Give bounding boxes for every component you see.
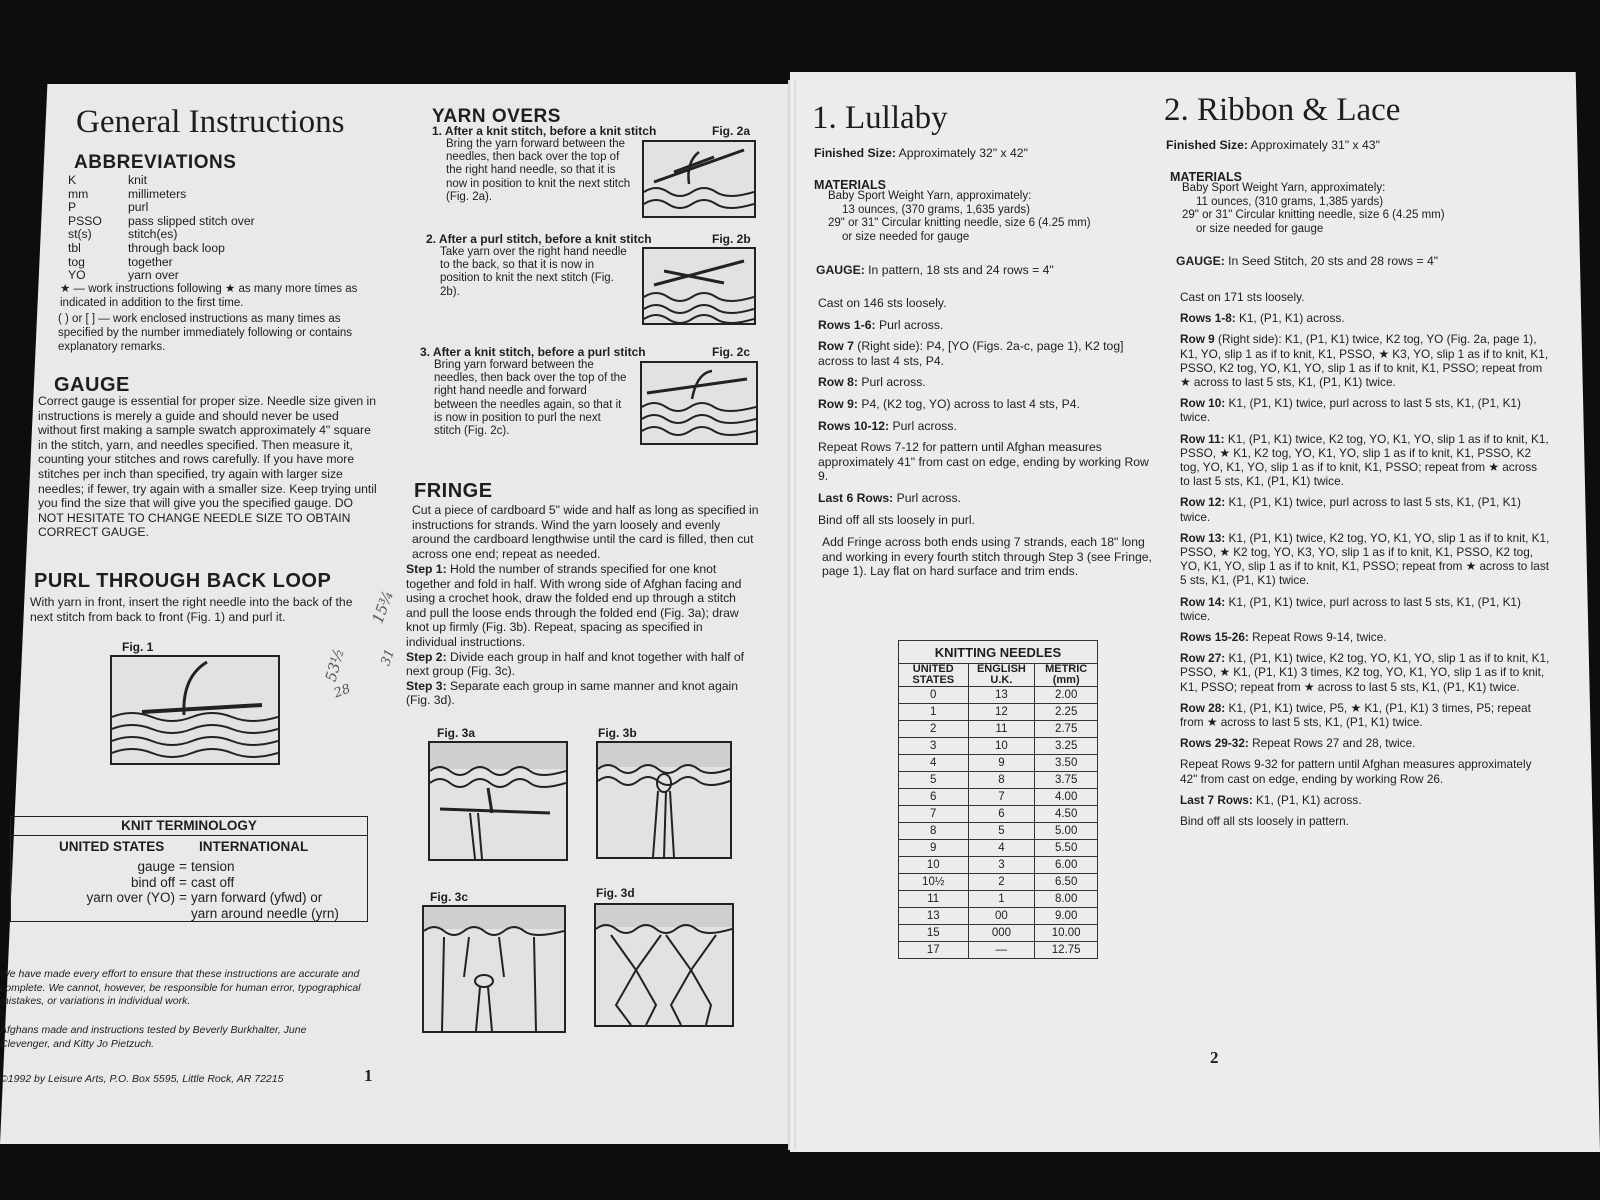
abbreviation-code: st(s) [68, 227, 92, 242]
needle-size-row [899, 687, 1098, 704]
pattern-row-label: Row 11: [1180, 431, 1225, 446]
fig-3a-drawing [430, 743, 566, 859]
knit-terminology-box [10, 816, 368, 922]
abbreviation-code: PSSO [68, 213, 102, 228]
needle-uk-size: 3 [968, 857, 1035, 874]
yarn-over-2-title: 2. After a purl stitch, before a knit stitch [426, 232, 652, 246]
fringe-step-text: Hold the number of strands specified for one knot together and fold in half. With wrong side of Afghan facing and using a crochet hook, draw the folded end up through a stitch and pull the loose ends through the folded end (Fig. 3a); draw knot up firmly (Fig. 3b). Repeat, spacing as specified in individual instructions. [406, 562, 742, 649]
needle-metric-size: 6.00 [1035, 857, 1098, 874]
yarn-over-1-title: 1. After a knit stitch, before a knit stitch [432, 124, 657, 138]
lullaby-gauge-label: GAUGE: [816, 263, 865, 277]
ribbon-finished-value: Approximately 31" x 43" [1250, 138, 1380, 152]
ribbon-material-2: 11 ounces, (310 grams, 1,385 yards) [1196, 195, 1384, 208]
general-instructions-title: General Instructions [76, 104, 345, 140]
terminology-intl: cast off [191, 874, 235, 890]
pattern-row-text: Cast on 146 sts loosely. [818, 296, 947, 310]
abbreviation-meaning: millimeters [128, 186, 187, 201]
ribbon-lace-title: 2. Ribbon & Lace [1164, 92, 1401, 128]
abbreviation-code: YO [68, 268, 86, 283]
lullaby-material-2: 13 ounces, (370 grams, 1,635 yards) [842, 203, 1030, 216]
terminology-col-intl: INTERNATIONAL [199, 839, 309, 854]
needle-size-row [899, 738, 1098, 755]
pattern-row [1180, 757, 1550, 785]
tested-by-text: Afghans made and instructions tested by Beverly Burkhalter, June Clevenger, and Kitty Jo Pietzuch. [0, 1024, 307, 1050]
needle-size-row [899, 721, 1098, 738]
pattern-row-text: K1, (P1, K1) twice, K2 tog, YO, K1, YO, slip 1 as if to knit, K1, PSSO, ★ K2 tog, YO, K3, YO, slip 1 as if to knit, K1, PSSO, K2 tog, YO, K1, YO, slip 1 as if to knit, K1, PSSO; repeat from ★ across to last 5 sts, K1, (P1, K1) twice. [1180, 530, 1550, 588]
abbreviation-row [68, 256, 328, 270]
needle-us-size: 2 [899, 721, 969, 738]
needle-us-size: 17 [899, 942, 969, 959]
fig-2b-label: Fig. 2b [712, 232, 751, 246]
fig-2a-illustration [642, 140, 756, 218]
purl-back-loop-drawing [112, 657, 278, 763]
terminology-us: gauge [137, 859, 175, 874]
lullaby-gauge-value: In pattern, 18 sts and 24 rows = 4" [868, 263, 1054, 277]
fringe-heading: FRINGE [414, 480, 493, 502]
needle-metric-size: 9.00 [1035, 908, 1098, 925]
needle-size-row [899, 704, 1098, 721]
abbreviations-heading: ABBREVIATIONS [74, 152, 237, 173]
ribbon-material-3: 29" or 31" Circular knitting needle, size 6 (4.25 mm) [1182, 209, 1445, 222]
pattern-row-label: Rows 1-6: [818, 317, 876, 332]
lullaby-material-1: Baby Sport Weight Yarn, approximately: [828, 190, 1032, 202]
pattern-row [1180, 396, 1550, 424]
gauge-text: Correct gauge is essential for proper size. Needle size given in instructions is merely a guide and should never be used without first making a sample swatch approximately 4" square in the stitch, yarn, and needles specified. Then measure it, counting your stitches and rows carefully. If you have more stitches per inch than specified, try again with larger size needles; if fewer, try again with a smaller size. Keep trying until you find the size that will give you the specified gauge. DO NOT HESITATE TO CHANGE NEEDLE SIZE TO OBTAIN CORRECT GAUGE. [38, 394, 377, 540]
pattern-row [818, 397, 1158, 412]
needle-size-row [899, 857, 1098, 874]
fringe-intro: Cut a piece of cardboard 5" wide and half as long as specified in instructions for strands. Wind the yarn loosely and evenly around the cardboard lengthwise until the card is filled, then cut across one end; repeat as needed. [412, 503, 759, 561]
needle-size-row [899, 908, 1098, 925]
fig-3b-label: Fig. 3b [598, 726, 637, 740]
lullaby-finished-label: Finished Size: [814, 146, 896, 160]
abbreviation-row [68, 201, 328, 215]
abbreviation-row [68, 188, 328, 202]
terminology-intl: yarn forward (yfwd) or yarn around needle (yrn) [191, 890, 339, 921]
pattern-row [1180, 630, 1550, 644]
pattern-row [818, 513, 1158, 528]
needle-us-size: 4 [899, 755, 969, 772]
lullaby-finished-size [814, 146, 1028, 161]
pattern-row-text: K1, (P1, K1) twice, purl across to last 5 sts, K1, (P1, K1) twice. [1180, 495, 1521, 524]
abbreviation-note-brackets: ( ) or [ ] — work enclosed instructions as many times as specified by the number immediately following or contains explanatory remarks. [58, 313, 353, 353]
lullaby-materials [828, 190, 1158, 244]
needle-size-row [899, 772, 1098, 789]
needles-col-us: UNITED STATES [899, 664, 969, 687]
pattern-row [1180, 332, 1550, 389]
pattern-row-label: Row 28: [1180, 700, 1226, 715]
fig-2c-illustration [640, 361, 758, 445]
pattern-row-text: Repeat Rows 27 and 28, twice. [1252, 736, 1416, 751]
fig-2a-drawing [644, 142, 754, 216]
fringe-step [406, 562, 756, 650]
pattern-row [1180, 814, 1550, 828]
yarn-over-2-text: Take yarn over the right hand needle to the back, so that it is now in position to knit the next stitch (Fig. 2b). [440, 246, 627, 298]
pattern-row [1180, 701, 1550, 729]
needle-uk-size: 4 [968, 840, 1035, 857]
fringe-step-text: Divide each group in half and knot together with half of next group (Fig. 3c). [406, 649, 745, 679]
lullaby-gauge [816, 263, 1054, 278]
fringe-step-label: Step 2: [406, 649, 447, 664]
pattern-row-label: Rows 29-32: [1180, 736, 1249, 751]
needle-us-size: 11 [899, 891, 969, 908]
pattern-row-text: K1, (P1, K1) twice, purl across to last 5 sts, K1, (P1, K1) twice. [1180, 594, 1521, 623]
page-number-2: 2 [1210, 1048, 1219, 1067]
pattern-row [1180, 651, 1550, 694]
pattern-row-text: Purl across. [896, 490, 961, 505]
pattern-row-text: K1, (P1, K1) twice, K2 tog, YO, K1, YO, slip 1 as if to knit, K1, PSSO, ★ K1, K2 tog, YO, K1, YO, slip 1 as if to knit, K1, PSSO, K2 tog, YO, K1, YO, slip 1 as if to knit, K1, PSSO; repeat from ★ across to last 5 sts, K1, (P1, K1) twice. [1180, 431, 1549, 489]
handwritten-note-4: 28 [331, 681, 353, 702]
needle-size-row [899, 874, 1098, 891]
needle-uk-size: 5 [968, 823, 1035, 840]
fig-2b-drawing [644, 249, 754, 323]
pattern-row-label: Row 9: [818, 396, 858, 411]
needles-table-body [899, 687, 1098, 959]
abbreviation-row [68, 269, 328, 283]
fig-2b-illustration [642, 247, 756, 325]
needle-metric-size: 4.50 [1035, 806, 1098, 823]
disclaimer-text: We have made every effort to ensure that these instructions are accurate and complete. We cannot, however, be responsible for human error, typographical mistakes, or variations in individual work. [0, 968, 361, 1007]
ribbon-materials-heading: MATERIALS [1170, 170, 1242, 184]
abbreviation-code: tbl [68, 240, 81, 255]
ribbon-gauge-value: In Seed Stitch, 20 sts and 28 rows = 4" [1228, 254, 1439, 268]
pattern-row-text: Bind off all sts loosely in purl. [818, 512, 975, 527]
fig-1-illustration [110, 655, 280, 765]
page-number-1: 1 [364, 1066, 373, 1085]
lullaby-material-4: or size needed for gauge [842, 230, 970, 243]
pattern-row-label: Rows 10-12: [818, 418, 890, 433]
lullaby-fringe-text: Add Fringe across both ends using 7 strands, each 18" long and working in every fourth stitch through Step 3 (see Fringe, page 1). Lay flat on hard surface and trim ends. [822, 535, 1152, 579]
needles-col-metric: METRIC (mm) [1035, 664, 1098, 687]
pattern-row-label: Row 13: [1180, 530, 1226, 545]
pattern-row-text: K1, (P1, K1) across. [1239, 311, 1345, 326]
pattern-row [1180, 290, 1550, 304]
abbreviation-note-star: ★ — work instructions following ★ as many more times as indicated in addition to the first time. [60, 283, 358, 309]
abbreviation-code: P [68, 200, 77, 215]
pattern-row [1180, 736, 1550, 750]
needle-metric-size: 12.75 [1035, 942, 1098, 959]
lullaby-finished-value: Approximately 32" x 42" [898, 146, 1028, 160]
pattern-row [1180, 311, 1550, 325]
pattern-row-text: K1, (P1, K1) twice, K2 tog, YO, K1, YO, slip 1 as if to knit, K1, PSSO, ★ K1, (P1, K1) 3 times, K2 tog, YO, K1, YO, slip 1 as if to knit, K1, PSSO; repeat from ★ across to last 5 sts, K1, (P1, K1) twice. [1180, 651, 1550, 694]
pattern-row-text: Repeat Rows 9-32 for pattern until Afghan measures approximately 42" from cast on edge, ending by working Row 26. [1180, 757, 1532, 786]
handwritten-note-1: 53½ [321, 646, 348, 684]
needle-uk-size: 10 [968, 738, 1035, 755]
pattern-row-text: Purl across. [878, 317, 944, 332]
pattern-row [1180, 595, 1550, 623]
abbreviation-code: tog [68, 254, 85, 269]
needle-us-size: 10 [899, 857, 969, 874]
fig-3d-drawing [596, 905, 732, 1025]
knitting-needles-table [898, 640, 1098, 959]
pattern-row-label: Row 9 [1180, 332, 1215, 347]
copyright-text: ©1992 by Leisure Arts, P.O. Box 5595, Little Rock, AR 72215 [0, 1073, 284, 1085]
abbreviation-meaning: knit [128, 173, 147, 187]
needle-uk-size: 6 [968, 806, 1035, 823]
pattern-row-text: K1, (P1, K1) twice, purl across to last 5 sts, K1, (P1, K1) twice. [1180, 396, 1521, 425]
fringe-step-label: Step 1: [406, 562, 447, 576]
pattern-row-text: P4, (K2 tog, YO) across to last 4 sts, P4. [861, 396, 1080, 411]
needle-uk-size: 7 [968, 789, 1035, 806]
needle-metric-size: 3.50 [1035, 755, 1098, 772]
terminology-row [11, 890, 367, 921]
needle-size-row [899, 806, 1098, 823]
yarn-over-3-title: 3. After a knit stitch, before a purl stitch [420, 345, 646, 359]
terminology-intl: tension [191, 859, 235, 874]
abbreviation-meaning: pass slipped stitch over [128, 213, 255, 228]
gauge-heading: GAUGE [54, 374, 130, 396]
pattern-row-text: (Right side): P4, [YO (Figs. 2a-c, page 1), K2 tog] across to last 4 sts, P4. [818, 339, 1124, 368]
needle-metric-size: 5.00 [1035, 823, 1098, 840]
abbreviation-meaning: purl [128, 200, 149, 215]
pattern-row-text: Bind off all sts loosely in pattern. [1180, 814, 1349, 829]
needle-metric-size: 3.25 [1035, 738, 1098, 755]
pattern-row-label: Row 14: [1180, 594, 1226, 609]
fringe-step-label: Step 3: [406, 678, 447, 693]
yarn-over-3-text: Bring yarn forward between the needles, then back over the top of the right hand needle and forward between the needles again, so that it is now in position to purl the next stitch (Fig. 2c). [434, 359, 627, 438]
pattern-row-text: K1, (P1, K1) twice, P5, ★ K1, (P1, K1) 3 times, P5; repeat from ★ across to last 5 sts, K1, (P1, K1) twice. [1180, 700, 1531, 730]
needle-metric-size: 5.50 [1035, 840, 1098, 857]
needle-us-size: 8 [899, 823, 969, 840]
abbreviation-meaning: yarn over [128, 268, 179, 283]
pattern-row-label: Row 7 [818, 339, 854, 354]
terminology-equals: = [179, 874, 187, 890]
pattern-row [818, 491, 1158, 506]
needle-metric-size: 8.00 [1035, 891, 1098, 908]
needle-uk-size: — [968, 942, 1035, 959]
needle-us-size: 10½ [899, 874, 969, 891]
fig-2a-label: Fig. 2a [712, 124, 751, 138]
needles-heading: KNITTING NEEDLES [899, 641, 1098, 664]
pattern-row [1180, 495, 1550, 523]
needle-us-size: 5 [899, 772, 969, 789]
needle-metric-size: 6.50 [1035, 874, 1098, 891]
abbreviation-row [68, 174, 328, 188]
ribbon-gauge-label: GAUGE: [1176, 254, 1225, 268]
pattern-row-label: Row 10: [1180, 396, 1226, 411]
abbreviation-row [68, 242, 328, 256]
pattern-row-label: Row 12: [1180, 495, 1226, 510]
needle-size-row [899, 840, 1098, 857]
needle-metric-size: 2.75 [1035, 721, 1098, 738]
fringe-step [406, 650, 756, 679]
pattern-row-text: Repeat Rows 9-14, twice. [1252, 630, 1387, 645]
purl-back-loop-heading: PURL THROUGH BACK LOOP [34, 570, 332, 592]
needle-uk-size: 8 [968, 772, 1035, 789]
yarn-over-1-text: Bring the yarn forward between the needles, then back over the top of the right hand needle, so that it is now in position to knit the next stitch (Fig. 2a). [446, 138, 631, 203]
pattern-row [1180, 432, 1550, 489]
pattern-row-text: Cast on 171 sts loosely. [1180, 290, 1305, 304]
terminology-equals: = [179, 890, 187, 905]
needle-us-size: 9 [899, 840, 969, 857]
needle-uk-size: 11 [968, 721, 1035, 738]
ribbon-materials [1182, 182, 1512, 236]
pattern-row-label: Last 6 Rows: [818, 490, 894, 505]
needle-size-row [899, 823, 1098, 840]
pattern-row [818, 419, 1158, 434]
needle-us-size: 15 [899, 925, 969, 942]
needle-uk-size: 2 [968, 874, 1035, 891]
pattern-row-label: Last 7 Rows: [1180, 792, 1253, 807]
needle-uk-size: 9 [968, 755, 1035, 772]
abbreviation-meaning: through back loop [128, 240, 225, 255]
fig-3b-illustration [596, 741, 732, 859]
needle-size-row [899, 925, 1098, 942]
fig-2c-drawing [642, 363, 756, 443]
fig-2c-label: Fig. 2c [712, 345, 751, 359]
yarn-overs-heading: YARN OVERS [432, 106, 561, 127]
pattern-row-text: Purl across. [861, 375, 926, 390]
lullaby-material-3: 29" or 31" Circular knitting needle, size 6 (4.25 mm) [828, 217, 1091, 230]
fig-3c-illustration [422, 905, 566, 1033]
fringe-step [406, 679, 756, 708]
handwritten-note-3: 31 [378, 647, 399, 668]
lullaby-rows [818, 296, 1158, 534]
terminology-us: yarn over (YO) [86, 890, 175, 905]
needle-uk-size: 00 [968, 908, 1035, 925]
fig-3b-drawing [598, 743, 730, 857]
needle-us-size: 13 [899, 908, 969, 925]
abbreviation-code: K [68, 173, 77, 187]
pattern-row-text: (Right side): K1, (P1, K1) twice, K2 tog, YO (Fig. 2a, page 1), K1, YO, slip 1 as if to knit, K1, PSSO, ★ K3, YO, slip 1 as if to knit, K1, PSSO, K2 tog, YO, K1, YO, slip 1 as if to knit, K1, PSSO; repeat from ★ across to last 5 sts, K1, (P1, K1) twice. [1180, 332, 1549, 390]
needle-size-row [899, 789, 1098, 806]
needle-us-size: 1 [899, 704, 969, 721]
needle-size-row [899, 942, 1098, 959]
fig-1-label: Fig. 1 [122, 640, 154, 654]
purl-back-loop-text: With yarn in front, insert the right needle into the back of the next stitch from back to front (Fig. 1) and purl it. [30, 595, 353, 624]
pattern-row-label: Rows 15-26: [1180, 630, 1249, 645]
handwritten-note-2: 15¾ [368, 588, 398, 626]
needle-metric-size: 2.00 [1035, 687, 1098, 704]
abbreviation-row [68, 215, 328, 229]
terminology-row [11, 875, 367, 891]
terminology-equals: = [179, 859, 187, 874]
ribbon-material-4: or size needed for gauge [1196, 222, 1324, 235]
needle-metric-size: 2.25 [1035, 704, 1098, 721]
knitting-needles-table-wrap [898, 640, 1098, 959]
needle-size-row [899, 891, 1098, 908]
fig-3c-label: Fig. 3c [430, 890, 469, 904]
pattern-row-label: Rows 1-8: [1180, 311, 1236, 326]
abbreviations-list [68, 174, 328, 283]
pattern-row [1180, 793, 1550, 807]
fig-3d-label: Fig. 3d [596, 886, 635, 900]
pattern-row-text: Repeat Rows 7-12 for pattern until Afghan measures approximately 41" from cast on edge, ending by working Row 9. [818, 440, 1149, 484]
terminology-row [11, 859, 367, 875]
abbreviation-meaning: stitch(es) [128, 227, 178, 242]
pattern-row [818, 440, 1158, 484]
needle-us-size: 0 [899, 687, 969, 704]
abbreviation-code: mm [68, 186, 89, 201]
ribbon-finished-label: Finished Size: [1166, 138, 1248, 152]
pattern-row-text: K1, (P1, K1) across. [1256, 792, 1362, 807]
fig-3d-illustration [594, 903, 734, 1027]
needle-metric-size: 4.00 [1035, 789, 1098, 806]
terminology-rows [11, 859, 367, 921]
fig-3a-illustration [428, 741, 568, 861]
needle-us-size: 7 [899, 806, 969, 823]
fig-3a-label: Fig. 3a [437, 726, 476, 740]
fringe-steps [406, 562, 756, 708]
lullaby-materials-heading: MATERIALS [814, 178, 886, 192]
pattern-row-text: Purl across. [892, 418, 957, 433]
lullaby-title: 1. Lullaby [812, 100, 948, 136]
terminology-col-us: UNITED STATES [59, 839, 165, 854]
fringe-step-text: Separate each group in same manner and knot again (Fig. 3d). [406, 678, 738, 708]
needle-uk-size: 12 [968, 704, 1035, 721]
abbreviation-row [68, 228, 328, 242]
needle-us-size: 3 [899, 738, 969, 755]
knit-terminology-heading: KNIT TERMINOLOGY [11, 817, 367, 836]
needles-col-uk: ENGLISH U.K. [968, 664, 1035, 687]
booklet-spine [788, 80, 796, 1150]
needle-uk-size: 000 [968, 925, 1035, 942]
terminology-us: bind off [130, 874, 175, 890]
pattern-row [818, 375, 1158, 390]
ribbon-gauge [1176, 254, 1438, 269]
needle-uk-size: 13 [968, 687, 1035, 704]
ribbon-material-1: Baby Sport Weight Yarn, approximately: [1182, 182, 1386, 194]
abbreviation-meaning: together [128, 254, 173, 269]
ribbon-finished-size [1166, 138, 1380, 153]
pattern-row [818, 318, 1158, 333]
pattern-row [818, 339, 1158, 368]
pattern-row-label: Row 8: [818, 375, 858, 390]
ribbon-rows [1180, 290, 1550, 835]
needle-size-row [899, 755, 1098, 772]
needle-us-size: 6 [899, 789, 969, 806]
needle-uk-size: 1 [968, 891, 1035, 908]
fig-3c-drawing [424, 907, 564, 1031]
pattern-row [818, 296, 1158, 311]
needle-metric-size: 3.75 [1035, 772, 1098, 789]
pattern-row-label: Row 27: [1180, 651, 1226, 666]
needle-metric-size: 10.00 [1035, 925, 1098, 942]
pattern-row [1180, 531, 1550, 588]
